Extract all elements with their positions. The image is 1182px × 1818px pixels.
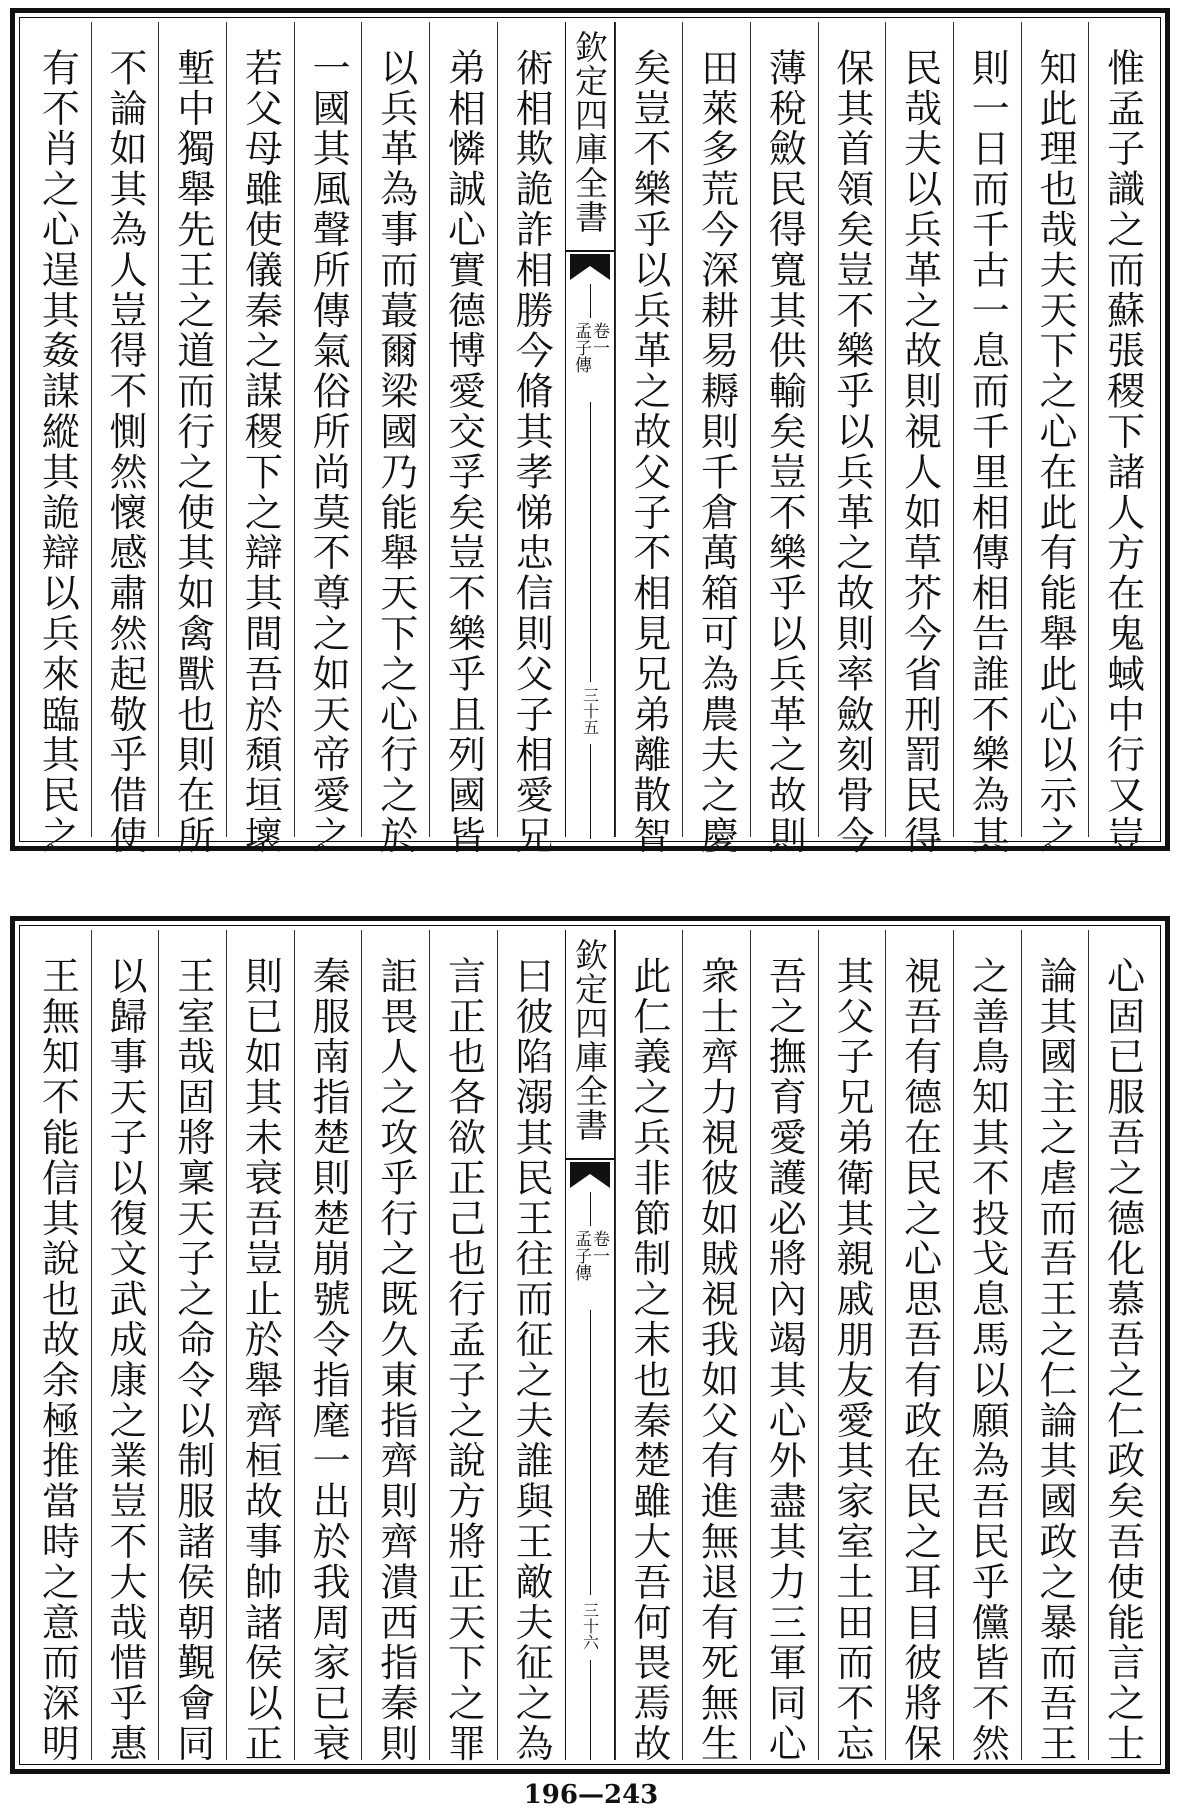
bottom-page bbox=[10, 916, 1170, 1774]
text-column: 之善鳥知其不投戈息馬以願為吾民乎儻皆不然 bbox=[953, 930, 1021, 1760]
text-column: 若父母雖使儀秦之謀稷下之辯其間吾於頹垣壞 bbox=[226, 22, 294, 837]
top-text-columns bbox=[24, 22, 1156, 856]
text-column: 弟相憐誠心實德博愛交孚矣豈不樂乎且列國皆 bbox=[429, 22, 497, 837]
text-column: 知此理也哉夫天下之心在此有能舉此心以示之 bbox=[1021, 22, 1089, 837]
text-column: 以兵革為事而蕞爾梁國乃能舉天下之心行之於 bbox=[361, 22, 429, 837]
top-page bbox=[10, 8, 1170, 856]
text-column: 視吾有德在民之心思吾有政在民之耳目彼將保 bbox=[885, 930, 953, 1760]
page-center-margin bbox=[565, 930, 615, 1760]
text-column: 田萊多荒今深耕易耨則千倉萬箱可為農夫之慶 bbox=[682, 22, 750, 837]
text-column: 衆士齊力視彼如賊視我如父有進無退有死無生 bbox=[682, 930, 750, 1760]
leaf-number: 三十六 bbox=[580, 1602, 600, 1650]
text-column: 矣豈不樂乎以兵革之故父子不相見兄弟離散智 bbox=[615, 22, 683, 837]
volume-label: 卷一 bbox=[589, 1230, 609, 1264]
page-center-margin bbox=[565, 22, 615, 837]
page-number: 196—243 bbox=[523, 1780, 659, 1810]
text-column: 則一日而千古一息而千里相傳相告誰不樂為其 bbox=[953, 22, 1021, 837]
book-title: 孟子傳 bbox=[571, 322, 591, 373]
text-column: 吾之撫育愛護必將內竭其心外盡其力三軍同心 bbox=[750, 930, 818, 1760]
text-column: 秦服南指楚則楚崩號令指麾一出於我周家已衰 bbox=[294, 930, 362, 1760]
text-column: 此仁義之兵非節制之末也秦楚雖大吾何畏焉故 bbox=[615, 930, 683, 1760]
volume-label: 卷一 bbox=[589, 322, 609, 356]
text-column: 則已如其未衰吾豈止於舉齊桓故事帥諸侯以正 bbox=[226, 930, 294, 1760]
text-column: 塹中獨舉先王之道而行之使其如禽獸也則在所 bbox=[158, 22, 226, 837]
text-column: 論其國主之虐而吾王之仁論其國政之暴而吾王 bbox=[1021, 930, 1089, 1760]
fishtail-ornament bbox=[570, 1162, 610, 1188]
text-column: 王無知不能信其說也故余極推當時之意而深明 bbox=[35, 956, 80, 1764]
text-column: 一國其風聲所傳氣俗所尚莫不尊之如天帝愛之 bbox=[294, 22, 362, 837]
text-column: 心固已服吾之德化慕吾之仁政矣吾使能言之士 bbox=[1088, 930, 1156, 1760]
book-series-title: 欽定四庫全書 bbox=[570, 938, 609, 1142]
bottom-text-columns bbox=[24, 930, 1156, 1764]
text-column: 民哉夫以兵革之故則視人如草芥今省刑罰民得 bbox=[885, 22, 953, 837]
text-column: 不論如其為人豈得不惻然懷感肅然起敬乎借使 bbox=[91, 22, 159, 837]
text-column: 曰彼陷溺其民王往而征之夫誰與王敵夫征之為 bbox=[497, 930, 565, 1760]
text-column: 王室哉固將稟天子之命令以制服諸侯朝覲會同 bbox=[158, 930, 226, 1760]
book-title: 孟子傳 bbox=[571, 1230, 591, 1281]
text-column: 惟孟子識之而蘇張稷下諸人方在鬼蜮中行又豈 bbox=[1088, 22, 1156, 837]
text-column: 以歸事天子以復文武成康之業豈不大哉惜乎惠 bbox=[91, 930, 159, 1760]
text-column: 其父子兄弟衛其親戚朋友愛其家室土田而不忘 bbox=[818, 930, 886, 1760]
leaf-number: 三十五 bbox=[580, 687, 600, 735]
book-series-title: 欽定四庫全書 bbox=[570, 30, 609, 234]
text-column: 保其首領矣豈不樂乎以兵革之故則率斂刻骨今 bbox=[818, 22, 886, 837]
text-column: 術相欺詭詐相勝今脩其孝悌忠信則父子相愛兄 bbox=[497, 22, 565, 837]
text-column: 詎畏人之攻乎行之既久東指齊則齊潰西指秦則 bbox=[361, 930, 429, 1760]
text-column: 有不肖之心逞其姦謀縱其詭辯以兵來臨其民之 bbox=[35, 48, 80, 856]
fishtail-ornament bbox=[570, 254, 610, 280]
text-column: 言正也各欲正己也行孟子之說方將正天下之罪 bbox=[429, 930, 497, 1760]
text-column: 薄稅斂民得寬其供輸矣豈不樂乎以兵革之故則 bbox=[750, 22, 818, 837]
